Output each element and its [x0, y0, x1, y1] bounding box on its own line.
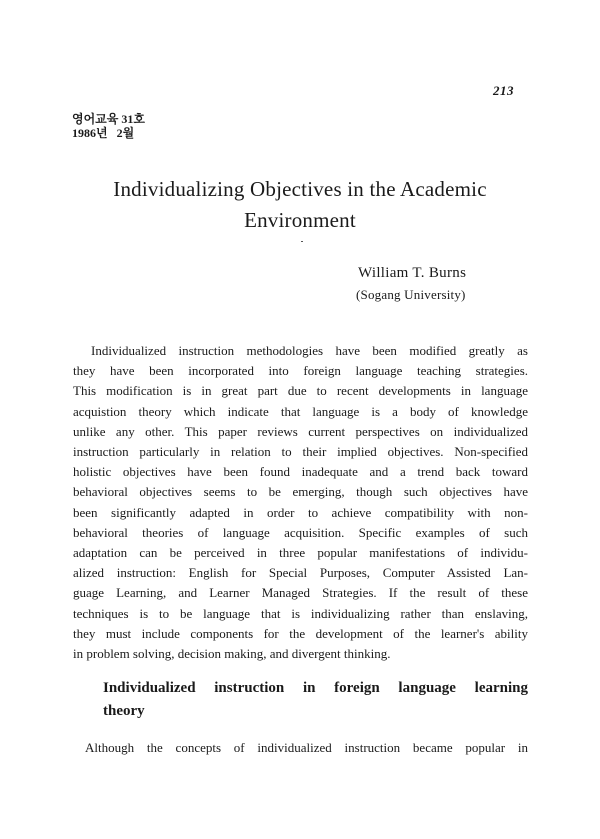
- abstract-line: instruction particularly in relation to their implied objectives. Non-specified: [73, 444, 528, 460]
- page-number: 213: [493, 83, 514, 98]
- speck-mark: [301, 241, 303, 242]
- abstract-line: acquistion theory which indicate that language is a body of knowledge: [73, 403, 528, 419]
- abstract-line: they have been incorporated into foreign language teaching strategies.: [73, 363, 528, 379]
- abstract-line: been significantly adapted in order to achieve compatibility with non-: [73, 504, 528, 520]
- abstract-line: techniques is to be language that is individualizing rather than enslaving,: [73, 605, 528, 621]
- section-heading-line-2: theory: [103, 703, 145, 719]
- abstract-line: they must include components for the development of the learner's ability: [73, 625, 528, 641]
- journal-date: 1986년 2월: [72, 126, 135, 140]
- abstract-line: alized instruction: English for Special Purposes, Computer Assisted Lan-: [73, 565, 528, 581]
- abstract-line: unlike any other. This paper reviews current perspectives on individualized: [73, 423, 528, 439]
- author-block: [340, 265, 540, 303]
- section-heading-line-1: Individualized instruction in foreign language learning: [103, 680, 528, 696]
- author-affiliation: (Sogang University): [356, 287, 466, 302]
- abstract-line: holistic objectives have been found inadequate and a trend back toward: [73, 464, 528, 480]
- abstract-line: adaptation can be perceived in three popular manifestations of individu-: [73, 545, 528, 561]
- abstract-line: Individualized instruction methodologies have been modified greatly as: [91, 343, 528, 358]
- abstract-line: in problem solving, decision making, and divergent thinking.: [73, 646, 391, 662]
- journal-issue: 영어교육 31호: [72, 112, 145, 126]
- paper-title: [60, 174, 540, 236]
- abstract-line: behavioral objectives seems to be emerging, though such objectives have: [73, 484, 528, 500]
- author-name: William T. Burns: [358, 265, 467, 281]
- body-paragraph: [85, 738, 528, 758]
- title-line-2: Environment: [244, 208, 356, 232]
- title-line-1: Individualizing Objectives in the Academic: [113, 177, 487, 201]
- section-heading: [103, 677, 528, 723]
- abstract-line: This modification is in great part due to recent developments in language: [73, 383, 528, 399]
- abstract: [73, 341, 528, 664]
- abstract-line: guage Learning, and Learner Managed Strategies. If the result of these: [73, 585, 528, 601]
- journal-header: [72, 112, 145, 140]
- body-line: Although the concepts of individualized instruction became popular in: [85, 740, 528, 755]
- abstract-line: behavioral theories of language acquisition. Specific examples of such: [73, 524, 528, 540]
